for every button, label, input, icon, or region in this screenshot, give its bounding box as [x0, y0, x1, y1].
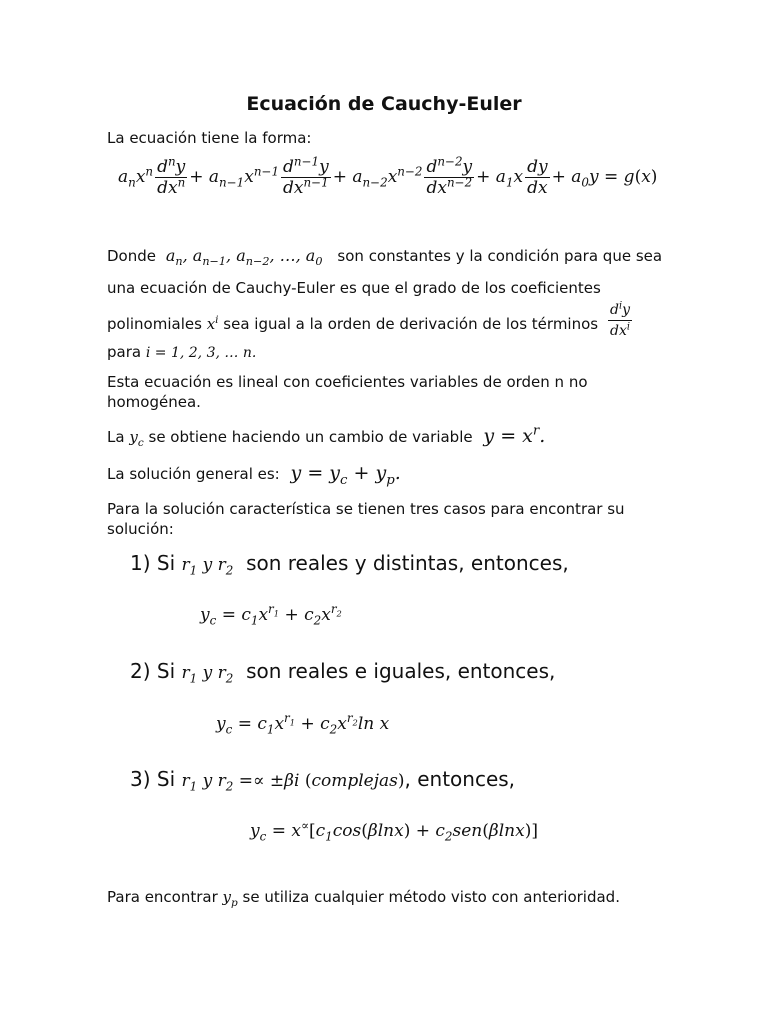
case-3-heading — [130, 767, 516, 794]
para2-line1: Esta ecuación es lineal con coeficientes variables de orden n no — [107, 373, 588, 391]
para1-line4 — [107, 342, 256, 363]
case-3-suffix: , entonces, — [404, 767, 516, 791]
case-2-equation: $y_c = c_1x^{r_1} + c_2x^{r_2}\ln$ x — [216, 711, 390, 737]
final-encontrar: Para encontrar — [107, 888, 218, 906]
case-1-roots: $r_1$ y $r_2$ — [181, 555, 234, 578]
para1-polinomiales: polinomiales — [107, 315, 202, 333]
final-metodo: se utiliza cualquier método visto con anterioridad. — [242, 888, 620, 906]
main-equation: $a_nx^n$ $\frac{d^ny}{dx^n}$ + $a_{n-1}x^{n-1}$ $\frac{d^{n-1}y}{dx^{n-1}}$ + $a_{n-2}x^{n-2}$ $\frac{d^{n-2}y}{dx^{n-2}}$ + $a_1x$ $\frac{dy}{dx}$ + $a_0y = g(x)$ — [118, 154, 658, 198]
x-power-i: $x^i$ — [206, 314, 219, 333]
case-1-suffix: son reales y distintas, entonces, — [246, 551, 569, 575]
case-2-roots: $r_1$ y $r_2$ — [181, 663, 234, 686]
general-solution: $y = y_c + y_p$. — [284, 462, 401, 488]
para2-line2: homogénea. — [107, 393, 201, 411]
para4-solucion: La solución general es: — [107, 465, 280, 483]
para5-line2: solución: — [107, 520, 174, 538]
para1-donde: Donde — [107, 247, 156, 265]
para1-line1 — [107, 246, 663, 269]
case-1-heading — [130, 551, 569, 578]
case-2-heading — [130, 659, 556, 686]
para1-line2: una ecuación de Cauchy-Euler es que el grado de los coeficientes — [107, 279, 601, 297]
para3 — [107, 423, 546, 449]
case-1-equation: $y_c = c_1x^{r_1} + c_2x^{r_2}$ — [200, 602, 342, 628]
case-2-prefix: 2) Si — [130, 659, 176, 683]
coefficient-list: $a_n$, $a_{n-1}$, $a_{n-2}$, …, $a_0$ — [160, 246, 323, 269]
case-3-prefix: 3) Si — [130, 767, 176, 791]
para1-orden: sea igual a la orden de derivación de los términos — [223, 315, 599, 333]
substitution: $y = x^r$. — [477, 423, 546, 447]
para1-para: para — [107, 343, 142, 361]
para1-line3 — [107, 314, 598, 334]
yp-symbol: $y_p$ — [222, 888, 238, 909]
page-title: Ecuación de Cauchy-Euler — [246, 93, 522, 115]
para5-line1: Para la solución característica se tienen tres casos para encontrar su — [107, 500, 625, 518]
para3-cambio: se obtiene haciendo un cambio de variable — [148, 428, 473, 446]
intro-text: La ecuación tiene la forma: — [107, 129, 312, 147]
para4 — [107, 462, 401, 488]
para1-constants: son constantes y la condición para que sea — [337, 247, 663, 265]
case-2-suffix: son reales e iguales, entonces, — [246, 659, 556, 683]
index-range: i = 1, 2, 3, … n. — [145, 345, 257, 361]
case-3-equation: $y_c = x^\propto[c_1\cos(\beta\ln x) + c_2sen(\beta\ln x)]$ — [250, 818, 538, 844]
case-1-prefix: 1) Si — [130, 551, 176, 575]
case-3-roots: $r_1$ y $r_2 =\propto \pm\beta i$ (complejas) — [181, 771, 405, 794]
final-line — [107, 887, 620, 907]
para3-la: La — [107, 428, 125, 446]
yc-symbol: $y_c$ — [129, 428, 144, 449]
derivative-fraction: $\frac{d^iy}{dx^i}$ — [610, 300, 631, 339]
